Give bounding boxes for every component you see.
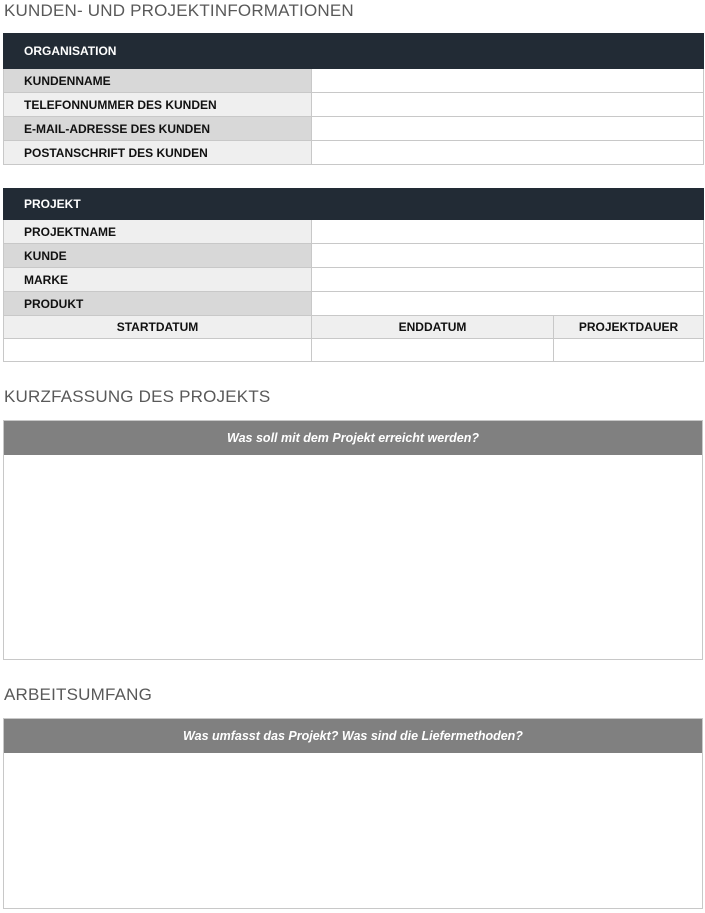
project-duration-field[interactable] [554, 339, 704, 362]
project-header: PROJEKT [4, 189, 704, 220]
client-name-label: KUNDENNAME [4, 69, 312, 93]
client-address-label: POSTANSCHRIFT DES KUNDEN [4, 141, 312, 165]
client-project-info-heading: KUNDEN- UND PROJEKTINFORMATIONEN [4, 1, 354, 20]
scope-of-work-heading: ARBEITSUMFANG [4, 685, 153, 704]
project-duration-label: PROJEKTDAUER [554, 316, 704, 339]
customer-label: KUNDE [4, 244, 312, 268]
project-summary-heading: KURZFASSUNG DES PROJEKTS [4, 387, 271, 406]
end-date-field[interactable] [312, 339, 554, 362]
organisation-header: ORGANISATION [4, 34, 704, 69]
start-date-label: STARTDATUM [4, 316, 312, 339]
project-name-field[interactable] [312, 220, 704, 244]
brand-field[interactable] [312, 268, 704, 292]
client-phone-label: TELEFONNUMMER DES KUNDEN [4, 93, 312, 117]
brand-label: MARKE [4, 268, 312, 292]
product-field[interactable] [312, 292, 704, 316]
start-date-field[interactable] [4, 339, 312, 362]
organisation-table [3, 33, 704, 165]
project-table [3, 188, 704, 362]
project-summary-box [3, 420, 703, 660]
scope-of-work-prompt: Was umfasst das Projekt? Was sind die Liefermethoden? [4, 719, 702, 753]
customer-field[interactable] [312, 244, 704, 268]
client-name-field[interactable] [312, 69, 704, 93]
client-address-field[interactable] [312, 141, 704, 165]
scope-of-work-box [3, 718, 703, 909]
client-email-field[interactable] [312, 117, 704, 141]
project-name-label: PROJEKTNAME [4, 220, 312, 244]
end-date-label: ENDDATUM [312, 316, 554, 339]
project-summary-prompt: Was soll mit dem Projekt erreicht werden? [4, 421, 702, 455]
client-phone-field[interactable] [312, 93, 704, 117]
client-email-label: E-MAIL-ADRESSE DES KUNDEN [4, 117, 312, 141]
project-summary-textarea[interactable] [4, 455, 702, 659]
product-label: PRODUKT [4, 292, 312, 316]
scope-of-work-textarea[interactable] [4, 753, 702, 908]
